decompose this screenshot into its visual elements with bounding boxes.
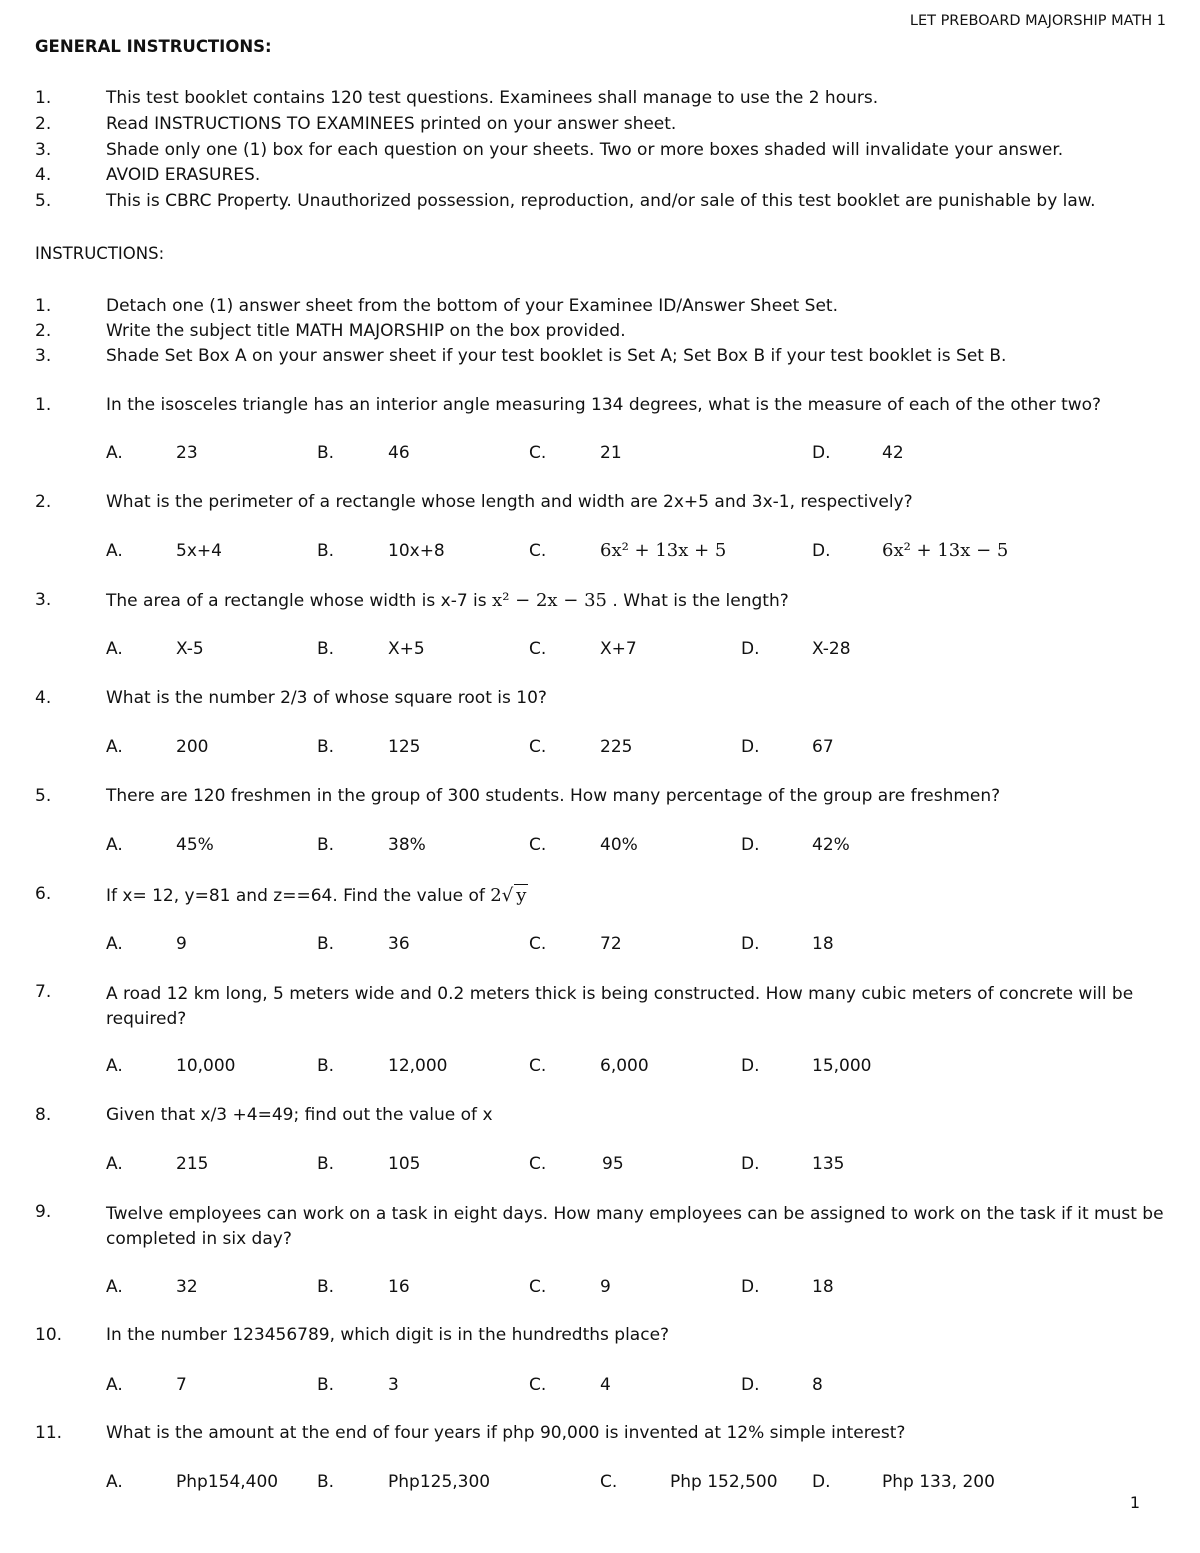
- question-number: 7.: [35, 982, 52, 1002]
- square-root-expression: [490, 884, 528, 906]
- option-value: 32: [176, 1277, 198, 1297]
- option-value: 4: [600, 1375, 611, 1395]
- option-letter: D.: [741, 1375, 760, 1395]
- option-value: 16: [388, 1277, 410, 1297]
- page-header: LET PREBOARD MAJORSHIP MATH 1: [909, 13, 1166, 29]
- option-letter: C.: [529, 835, 547, 855]
- option-value: 9: [600, 1277, 611, 1297]
- option-value: 6,000: [600, 1056, 649, 1076]
- option-value: X+5: [388, 639, 425, 659]
- option-letter: A.: [106, 934, 123, 954]
- option-letter: D.: [741, 934, 760, 954]
- option-letter: A.: [106, 1472, 123, 1492]
- question-text: There are 120 freshmen in the group of 300 students. How many percentage of the group are freshmen?: [106, 786, 1001, 806]
- option-value: 225: [600, 737, 633, 757]
- option-letter: B.: [317, 1277, 335, 1297]
- option-letter: A.: [106, 737, 123, 757]
- math-coefficient: 2: [490, 885, 502, 906]
- option-value: 18: [812, 934, 834, 954]
- option-value: 3: [388, 1375, 399, 1395]
- item-text: Write the subject title MATH MAJORSHIP on the box provided.: [106, 321, 626, 341]
- question-number: 2.: [35, 492, 52, 512]
- option-value: 42: [882, 443, 904, 463]
- option-value: 10,000: [176, 1056, 236, 1076]
- option-value: Php 152,500: [670, 1472, 778, 1492]
- question-number: 3.: [35, 590, 52, 610]
- option-letter: B.: [317, 737, 335, 757]
- option-value: 15,000: [812, 1056, 872, 1076]
- option-letter: D.: [741, 1277, 760, 1297]
- option-letter: C.: [529, 934, 547, 954]
- option-letter: B.: [317, 934, 335, 954]
- question-number: 1.: [35, 395, 52, 415]
- question-text: In the number 123456789, which digit is in the hundredths place?: [106, 1325, 670, 1345]
- option-letter: B.: [317, 443, 335, 463]
- option-letter: A.: [106, 443, 123, 463]
- option-letter: C.: [600, 1472, 618, 1492]
- question-number: 8.: [35, 1105, 52, 1125]
- option-value: 46: [388, 443, 410, 463]
- option-letter: B.: [317, 1472, 335, 1492]
- option-letter: A.: [106, 835, 123, 855]
- option-value: 18: [812, 1277, 834, 1297]
- question-text: [106, 884, 528, 906]
- math-expression: x² − 2x − 35: [492, 590, 607, 611]
- option-value: 42%: [812, 835, 850, 855]
- option-value: X-28: [812, 639, 851, 659]
- option-letter: C.: [529, 737, 547, 757]
- option-letter: B.: [317, 541, 335, 561]
- option-letter: B.: [317, 639, 335, 659]
- option-value: X+7: [600, 639, 637, 659]
- option-value: 21: [600, 443, 622, 463]
- option-value: 105: [388, 1154, 421, 1174]
- option-letter: D.: [741, 737, 760, 757]
- item-text: This test booklet contains 120 test questions. Examinees shall manage to use the 2 hours.: [106, 88, 879, 108]
- question-text-before: If x= 12, y=81 and z==64. Find the value of: [106, 886, 485, 906]
- question-number: 5.: [35, 786, 52, 806]
- instructions-title: INSTRUCTIONS:: [35, 244, 165, 263]
- radical-sign-icon: √: [501, 885, 514, 906]
- radicand: y: [516, 885, 527, 906]
- option-value: 9: [176, 934, 187, 954]
- option-letter: A.: [106, 541, 123, 561]
- option-value: 40%: [600, 835, 638, 855]
- question-number: 9.: [35, 1202, 52, 1222]
- item-text: AVOID ERASURES.: [106, 165, 261, 185]
- option-value: 36: [388, 934, 410, 954]
- option-letter: C.: [529, 1277, 547, 1297]
- option-value: 23: [176, 443, 198, 463]
- option-letter: D.: [741, 639, 760, 659]
- question-text: Twelve employees can work on a task in eight days. How many employees can be assigned to work on the task if it must be completed in six day?: [106, 1204, 1164, 1249]
- question-text: Given that x/3 +4=49; find out the value of x: [106, 1105, 493, 1125]
- general-instructions-title: GENERAL INSTRUCTIONS:: [35, 37, 272, 56]
- question-text-before: The area of a rectangle whose width is x-7 is: [106, 591, 487, 611]
- option-letter: A.: [106, 1375, 123, 1395]
- option-value: 10x+8: [388, 541, 445, 561]
- option-value: 200: [176, 737, 209, 757]
- question-text: In the isosceles triangle has an interior angle measuring 134 degrees, what is the measure of each of the other two?: [106, 395, 1102, 415]
- item-number: 3.: [35, 140, 52, 160]
- item-number: 2.: [35, 114, 52, 134]
- item-text: Shade Set Box A on your answer sheet if your test booklet is Set A; Set Box B if your test booklet is Set B.: [106, 346, 1007, 366]
- item-number: 5.: [35, 191, 52, 211]
- item-text: Detach one (1) answer sheet from the bottom of your Examinee ID/Answer Sheet Set.: [106, 296, 838, 316]
- option-letter: C.: [529, 639, 547, 659]
- option-letter: C.: [529, 541, 547, 561]
- option-value: 7: [176, 1375, 187, 1395]
- item-number: 3.: [35, 346, 52, 366]
- option-letter: A.: [106, 1277, 123, 1297]
- item-number: 2.: [35, 321, 52, 341]
- option-value: X-5: [176, 639, 204, 659]
- option-letter: D.: [741, 1154, 760, 1174]
- question-text: What is the number 2/3 of whose square root is 10?: [106, 688, 547, 708]
- item-number: 4.: [35, 165, 52, 185]
- item-text: Read INSTRUCTIONS TO EXAMINEES printed on your answer sheet.: [106, 114, 677, 134]
- option-value: 125: [388, 737, 421, 757]
- option-value: Php154,400: [176, 1472, 279, 1492]
- option-value: 215: [176, 1154, 209, 1174]
- question-text: What is the amount at the end of four years if php 90,000 is invented at 12% simple interest?: [106, 1423, 906, 1443]
- option-value: 6x² + 13x − 5: [882, 540, 1009, 561]
- option-value: Php 133, 200: [882, 1472, 995, 1492]
- item-number: 1.: [35, 88, 52, 108]
- option-value: 72: [600, 934, 622, 954]
- option-letter: D.: [812, 1472, 831, 1492]
- option-letter: D.: [741, 835, 760, 855]
- option-letter: B.: [317, 835, 335, 855]
- option-value: 12,000: [388, 1056, 448, 1076]
- option-value: 8: [812, 1375, 823, 1395]
- option-letter: A.: [106, 639, 123, 659]
- item-number: 1.: [35, 296, 52, 316]
- option-value: 45%: [176, 835, 214, 855]
- option-letter: B.: [317, 1154, 335, 1174]
- option-letter: D.: [741, 1056, 760, 1076]
- option-letter: A.: [106, 1056, 123, 1076]
- question-text-after: . What is the length?: [612, 591, 789, 611]
- option-letter: C.: [529, 1375, 547, 1395]
- question-number: 6.: [35, 884, 52, 904]
- option-value: 5x+4: [176, 541, 222, 561]
- option-letter: D.: [812, 443, 831, 463]
- option-letter: C.: [529, 443, 547, 463]
- question-text: A road 12 km long, 5 meters wide and 0.2 meters thick is being constructed. How many cubic meters of concrete will be required?: [106, 984, 1134, 1029]
- option-value: 6x² + 13x + 5: [600, 540, 727, 561]
- option-value: 95: [602, 1154, 624, 1174]
- question-number: 10.: [35, 1325, 63, 1345]
- question-text: What is the perimeter of a rectangle whose length and width are 2x+5 and 3x-1, respectively?: [106, 492, 913, 512]
- option-letter: D.: [812, 541, 831, 561]
- option-letter: C.: [529, 1154, 547, 1174]
- option-letter: C.: [529, 1056, 547, 1076]
- question-text: [106, 590, 789, 611]
- item-text: This is CBRC Property. Unauthorized possession, reproduction, and/or sale of this test booklet are punishable by law.: [106, 191, 1096, 211]
- option-value: 135: [812, 1154, 845, 1174]
- item-text: Shade only one (1) box for each question on your sheets. Two or more boxes shaded will invalidate your answer.: [106, 140, 1064, 160]
- page-number: 1: [1129, 1493, 1140, 1512]
- option-value: 67: [812, 737, 834, 757]
- question-number: 11.: [35, 1423, 63, 1443]
- question-number: 4.: [35, 688, 52, 708]
- option-value: 38%: [388, 835, 426, 855]
- option-value: Php125,300: [388, 1472, 491, 1492]
- option-letter: B.: [317, 1056, 335, 1076]
- option-letter: B.: [317, 1375, 335, 1395]
- option-letter: A.: [106, 1154, 123, 1174]
